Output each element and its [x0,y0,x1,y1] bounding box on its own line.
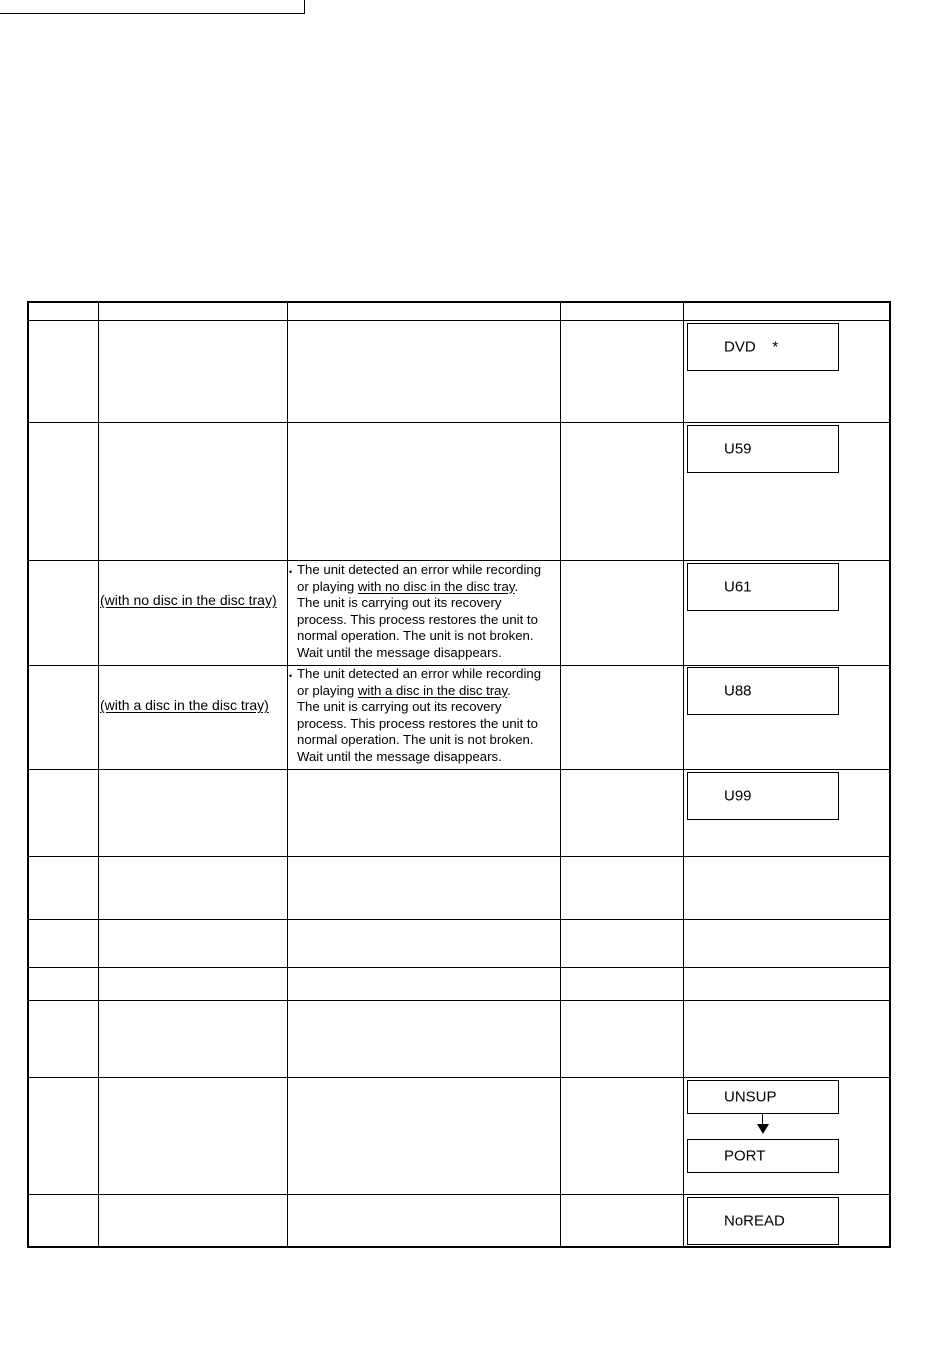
row-divider [29,320,889,321]
description-line: Wait until the message disappears. [297,644,502,660]
column-divider [287,303,288,1246]
description-line: The unit detected an error while recording [297,666,542,681]
display-panel [687,1197,839,1245]
description-underlined: with no disc in the disc tray [357,578,515,594]
bullet-icon: • [289,671,293,681]
display-text: U99 [724,787,752,805]
description-line: The unit is carrying out its recovery [297,595,502,611]
header-box [0,0,305,14]
condition-label: (with a disc in the disc tray) [100,697,269,713]
column-divider [98,303,99,1246]
description-text: or playing [297,682,358,698]
column-divider [560,303,561,1246]
row-divider [29,919,889,920]
display-panel [687,563,839,611]
description-line [287,579,559,596]
description-line: The unit detected an error while recording [297,562,542,577]
display-text: U59 [724,440,752,458]
row-divider [29,1194,889,1195]
description-line: process. This process restores the unit to [297,611,538,627]
description-text: . [507,682,511,698]
description-text: or playing [297,578,358,594]
condition-label: (with no disc in the disc tray) [100,592,277,608]
bullet-icon: • [289,567,293,577]
row-divider [29,769,889,770]
description-line [287,683,559,700]
column-divider [683,303,684,1246]
description [287,562,559,662]
row-divider [29,967,889,968]
description-line: The unit is carrying out its recovery [297,699,502,715]
display-text: U61 [724,578,752,596]
display-text: DVD * [724,338,779,356]
display-text: UNSUP [724,1088,777,1106]
row-divider [29,422,889,423]
display-text: PORT [724,1147,766,1165]
display-panel [687,323,839,371]
display-text: NoREAD [724,1212,785,1230]
arrow-head-icon [757,1124,769,1134]
display-panel [687,1080,839,1114]
display-text: U88 [724,682,752,700]
display-panel [687,772,839,820]
display-panel [687,425,839,473]
row-divider [29,560,889,561]
row-divider [29,1077,889,1078]
description-line: process. This process restores the unit to [297,715,538,731]
description-underlined: with a disc in the disc tray [357,682,508,698]
description-line: normal operation. The unit is not broken. [297,628,534,644]
description-text: . [514,578,519,594]
description-line: normal operation. The unit is not broken. [297,732,534,748]
row-divider [29,1000,889,1001]
description [287,666,559,766]
description-line: Wait until the message disappears. [297,748,502,764]
row-divider [29,856,889,857]
display-panel [687,1139,839,1173]
display-panel [687,667,839,715]
